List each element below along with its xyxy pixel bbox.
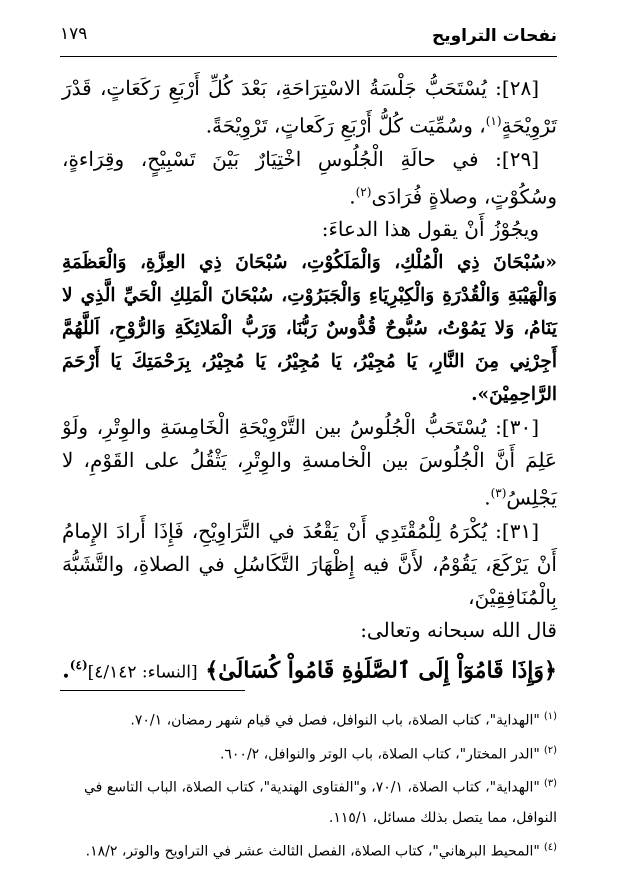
- footnote: $^{(١)}$"الهداية"، كتاب الصلاة، باب النوافل، فصل في قيام شهر رمضان، ٧٠/١.: [130, 711, 557, 729]
- verse-citation: [النساء: ٤/١٤٢]: [87, 662, 198, 683]
- paragraph-28: [٢٨]: يُسْتَحَبُّ جَلْسَةُ الاسْتِرَاحَةِ، بَعْدَ كُلِّ أَرْبَعِ رَكَعَاتٍ، قَدْرَ تَرْوِيْحَةٍ$^{(١)}$، وسُمِّيَت كُلُّ أَرْبَعِ رَكَعاتٍ، تَرْوِيْحَةً.: [62, 76, 557, 138]
- running-title: نفحات التراويح: [431, 26, 557, 46]
- header-rule: [60, 56, 557, 57]
- paragraph-31: [٣١]: يُكْرَهُ لِلْمُقْتَدِي أَنْ يَقْعُدَ في التَّرَاوِيْحِ، فَإِذَا أَرادَ الإِمامُ أَنْ يَرْكَعَ، يَقُوْمُ، لأَنَّ فيه إِظْهَارَ التَّكَاسُلِ في الصلاةِ، والتَّشَبُّهَ بِالْمُنَافِقِيْنَ،: [62, 518, 557, 609]
- footnote-ref[interactable]: (٣): [490, 486, 507, 501]
- footnote-ref[interactable]: (١): [485, 114, 502, 128]
- page-number: ١٧٩: [60, 24, 88, 44]
- paragraph-29: [٢٩]: في حالَةِ الْجُلُوسِ اخْتِيَارٌ بَيْنَ تَسْبِيْحٍ، وقِرَاءةٍ، وسُكُوْتٍ، وصلاةٍ فُرَادَى$^{(٢)}$.: [62, 146, 557, 209]
- footnotes: [60, 702, 557, 867]
- page-header: [60, 22, 557, 52]
- paragraph-30: [٣٠]: يُسْتَحَبُّ الْجُلُوسُ بين التَّرْوِيْحَةِ الْخَامِسَةِ والوِتْرِ، ولَوْ عَلِمَ أَنَّ الْجُلُوسَ بين الْخامسةِ والوِتْرِ، يَثْقُلُ على القَوْمِ، لا يَجْلِسُ$^{(٣)}$.: [62, 415, 557, 510]
- main-text: [62, 72, 557, 689]
- footnote-ref[interactable]: (٢): [355, 184, 372, 199]
- footnote-ref[interactable]: (٤): [69, 657, 88, 672]
- quote-intro: قال الله سبحانه وتعالى:: [360, 617, 557, 642]
- footnote: $^{(٣)}$"الهداية"، كتاب الصلاة، ٧٠/١، و"الفتاوى الهندية"، كتاب الصلاة، الباب التاسع في النوافل، مما يتصل بذلك مسائل، ١١٥/١.: [83, 778, 557, 826]
- dua-intro: ويجُوْزُ أَنْ يقول هذا الدعاءَ:: [321, 217, 539, 242]
- footnote: $^{(٤)}$"المحيط البرهاني"، كتاب الصلاة، الفصل الثالث عشر في التراويح والوتر، ١٨/٢.: [85, 841, 557, 860]
- footnote-separator: [60, 690, 245, 691]
- footnote: $^{(٢)}$"الدر المختار"، كتاب الصلاة، باب الوتر والنوافل، ٦٠٠/٢.: [219, 744, 557, 763]
- quran-verse: ﴿وَإِذَا قَامُوٓاْ إِلَى ٱلصَّلَوٰةِ قَامُواْ كُسَالَىٰ﴾ [النساء: ٤/١٤٢]$^{(٤)}$.: [62, 657, 557, 684]
- dua-text: «سُبْحَانَ ذِي الْمُلْكِ، وَالْمَلَكُوْتِ، سُبْحَانَ ذِي العِزَّةِ، وَالْعَظَمَةِ وَالْهَيْبَةِ وَالْقُدْرَةِ وَالْكِبْرِيَاءِ وَالْجَبَرُوْتِ، سُبْحَانَ الْمَلِكِ الْحَيِّ الَّذِي لا يَنَامُ، وَلا يَمُوْتُ، سُبُّوحٌ قُدُّوسٌ رَبُّنَا، وَرَبُّ الْمَلائِكَةِ وَالرُّوْحِ، اَللَّهُمَّ أَجِرْنِي مِنَ النَّارِ، يَا مُجِيْرُ، يَا مُجِيْرُ، يَا مُجِيْرُ، بِرَحْمَتِكَ يَا أَرْحَمَ الرَّاحِمِيْنَ».: [62, 252, 557, 406]
